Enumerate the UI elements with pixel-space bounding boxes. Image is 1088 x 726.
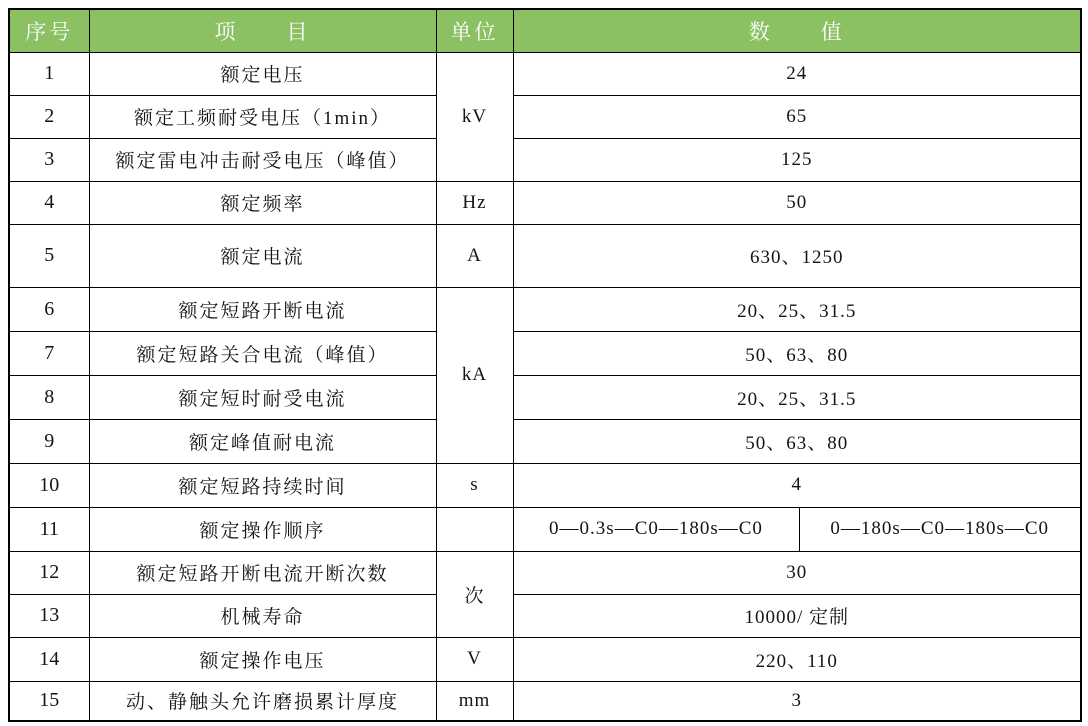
table-row xyxy=(9,224,1081,287)
item-cell: 额定操作顺序 xyxy=(89,507,436,551)
item-cell: 额定短路关合电流（峰值） xyxy=(89,331,436,375)
unit-cell: kV xyxy=(436,52,513,181)
value-cell-right: 0—180s—C0—180s—C0 xyxy=(799,507,1081,551)
value-cell: 24 xyxy=(513,52,1081,95)
item-cell: 额定电压 xyxy=(89,52,436,95)
unit-cell: Hz xyxy=(436,181,513,224)
row-number-cell: 2 xyxy=(9,95,89,138)
header-cell-unit: 单位 xyxy=(436,9,513,52)
row-number-cell: 12 xyxy=(9,551,89,594)
value-cell: 20、25、31.5 xyxy=(513,287,1081,331)
row-number-cell: 11 xyxy=(9,507,89,551)
table-row xyxy=(9,52,1081,95)
unit-cell: mm xyxy=(436,681,513,721)
row-number-cell: 10 xyxy=(9,463,89,507)
item-cell: 额定工频耐受电压（1min） xyxy=(89,95,436,138)
value-cell: 50 xyxy=(513,181,1081,224)
row-number-cell: 14 xyxy=(9,637,89,681)
unit-cell: 次 xyxy=(436,551,513,637)
row-number-cell: 6 xyxy=(9,287,89,331)
table-row xyxy=(9,331,1081,375)
row-number-cell: 8 xyxy=(9,375,89,419)
row-number-cell: 1 xyxy=(9,52,89,95)
row-number-cell: 9 xyxy=(9,419,89,463)
value-cell: 30 xyxy=(513,551,1081,594)
item-cell: 额定峰值耐电流 xyxy=(89,419,436,463)
unit-cell xyxy=(436,507,513,551)
item-cell: 机械寿命 xyxy=(89,594,436,637)
table-row xyxy=(9,637,1081,681)
table-row xyxy=(9,181,1081,224)
unit-cell: V xyxy=(436,637,513,681)
value-cell: 65 xyxy=(513,95,1081,138)
table-row xyxy=(9,138,1081,181)
item-cell: 动、静触头允许磨损累计厚度 xyxy=(89,681,436,721)
value-cell: 125 xyxy=(513,138,1081,181)
item-cell: 额定短路开断电流开断次数 xyxy=(89,551,436,594)
item-cell: 额定操作电压 xyxy=(89,637,436,681)
value-cell: 630、1250 xyxy=(513,224,1081,287)
row-number-cell: 3 xyxy=(9,138,89,181)
value-cell: 3 xyxy=(513,681,1081,721)
row-number-cell: 15 xyxy=(9,681,89,721)
value-cell: 50、63、80 xyxy=(513,331,1081,375)
table-row xyxy=(9,463,1081,507)
row-number-cell: 13 xyxy=(9,594,89,637)
item-cell: 额定电流 xyxy=(89,224,436,287)
unit-cell: s xyxy=(436,463,513,507)
row-number-cell: 7 xyxy=(9,331,89,375)
table-row xyxy=(9,551,1081,594)
item-cell: 额定短路开断电流 xyxy=(89,287,436,331)
unit-cell: A xyxy=(436,224,513,287)
table-row xyxy=(9,681,1081,721)
value-cell: 50、63、80 xyxy=(513,419,1081,463)
value-cell: 10000/ 定制 xyxy=(513,594,1081,637)
item-cell: 额定短路持续时间 xyxy=(89,463,436,507)
row-number-cell: 4 xyxy=(9,181,89,224)
table-row xyxy=(9,594,1081,637)
item-cell: 额定短时耐受电流 xyxy=(89,375,436,419)
item-cell: 额定雷电冲击耐受电压（峰值） xyxy=(89,138,436,181)
header-cell-no: 序号 xyxy=(9,9,89,52)
header-cell-item: 项 目 xyxy=(89,9,436,52)
table-row xyxy=(9,95,1081,138)
table-row xyxy=(9,419,1081,463)
row-number-cell: 5 xyxy=(9,224,89,287)
table-row xyxy=(9,375,1081,419)
unit-cell: kA xyxy=(436,287,513,463)
item-cell: 额定频率 xyxy=(89,181,436,224)
header-cell-value: 数 值 xyxy=(513,9,1081,52)
table-row xyxy=(9,507,1081,551)
value-cell: 20、25、31.5 xyxy=(513,375,1081,419)
table-row xyxy=(9,287,1081,331)
table-header-row xyxy=(9,9,1081,52)
value-cell: 220、110 xyxy=(513,637,1081,681)
spec-table xyxy=(8,8,1082,722)
value-cell: 4 xyxy=(513,463,1081,507)
value-cell-left: 0—0.3s—C0—180s—C0 xyxy=(513,507,799,551)
